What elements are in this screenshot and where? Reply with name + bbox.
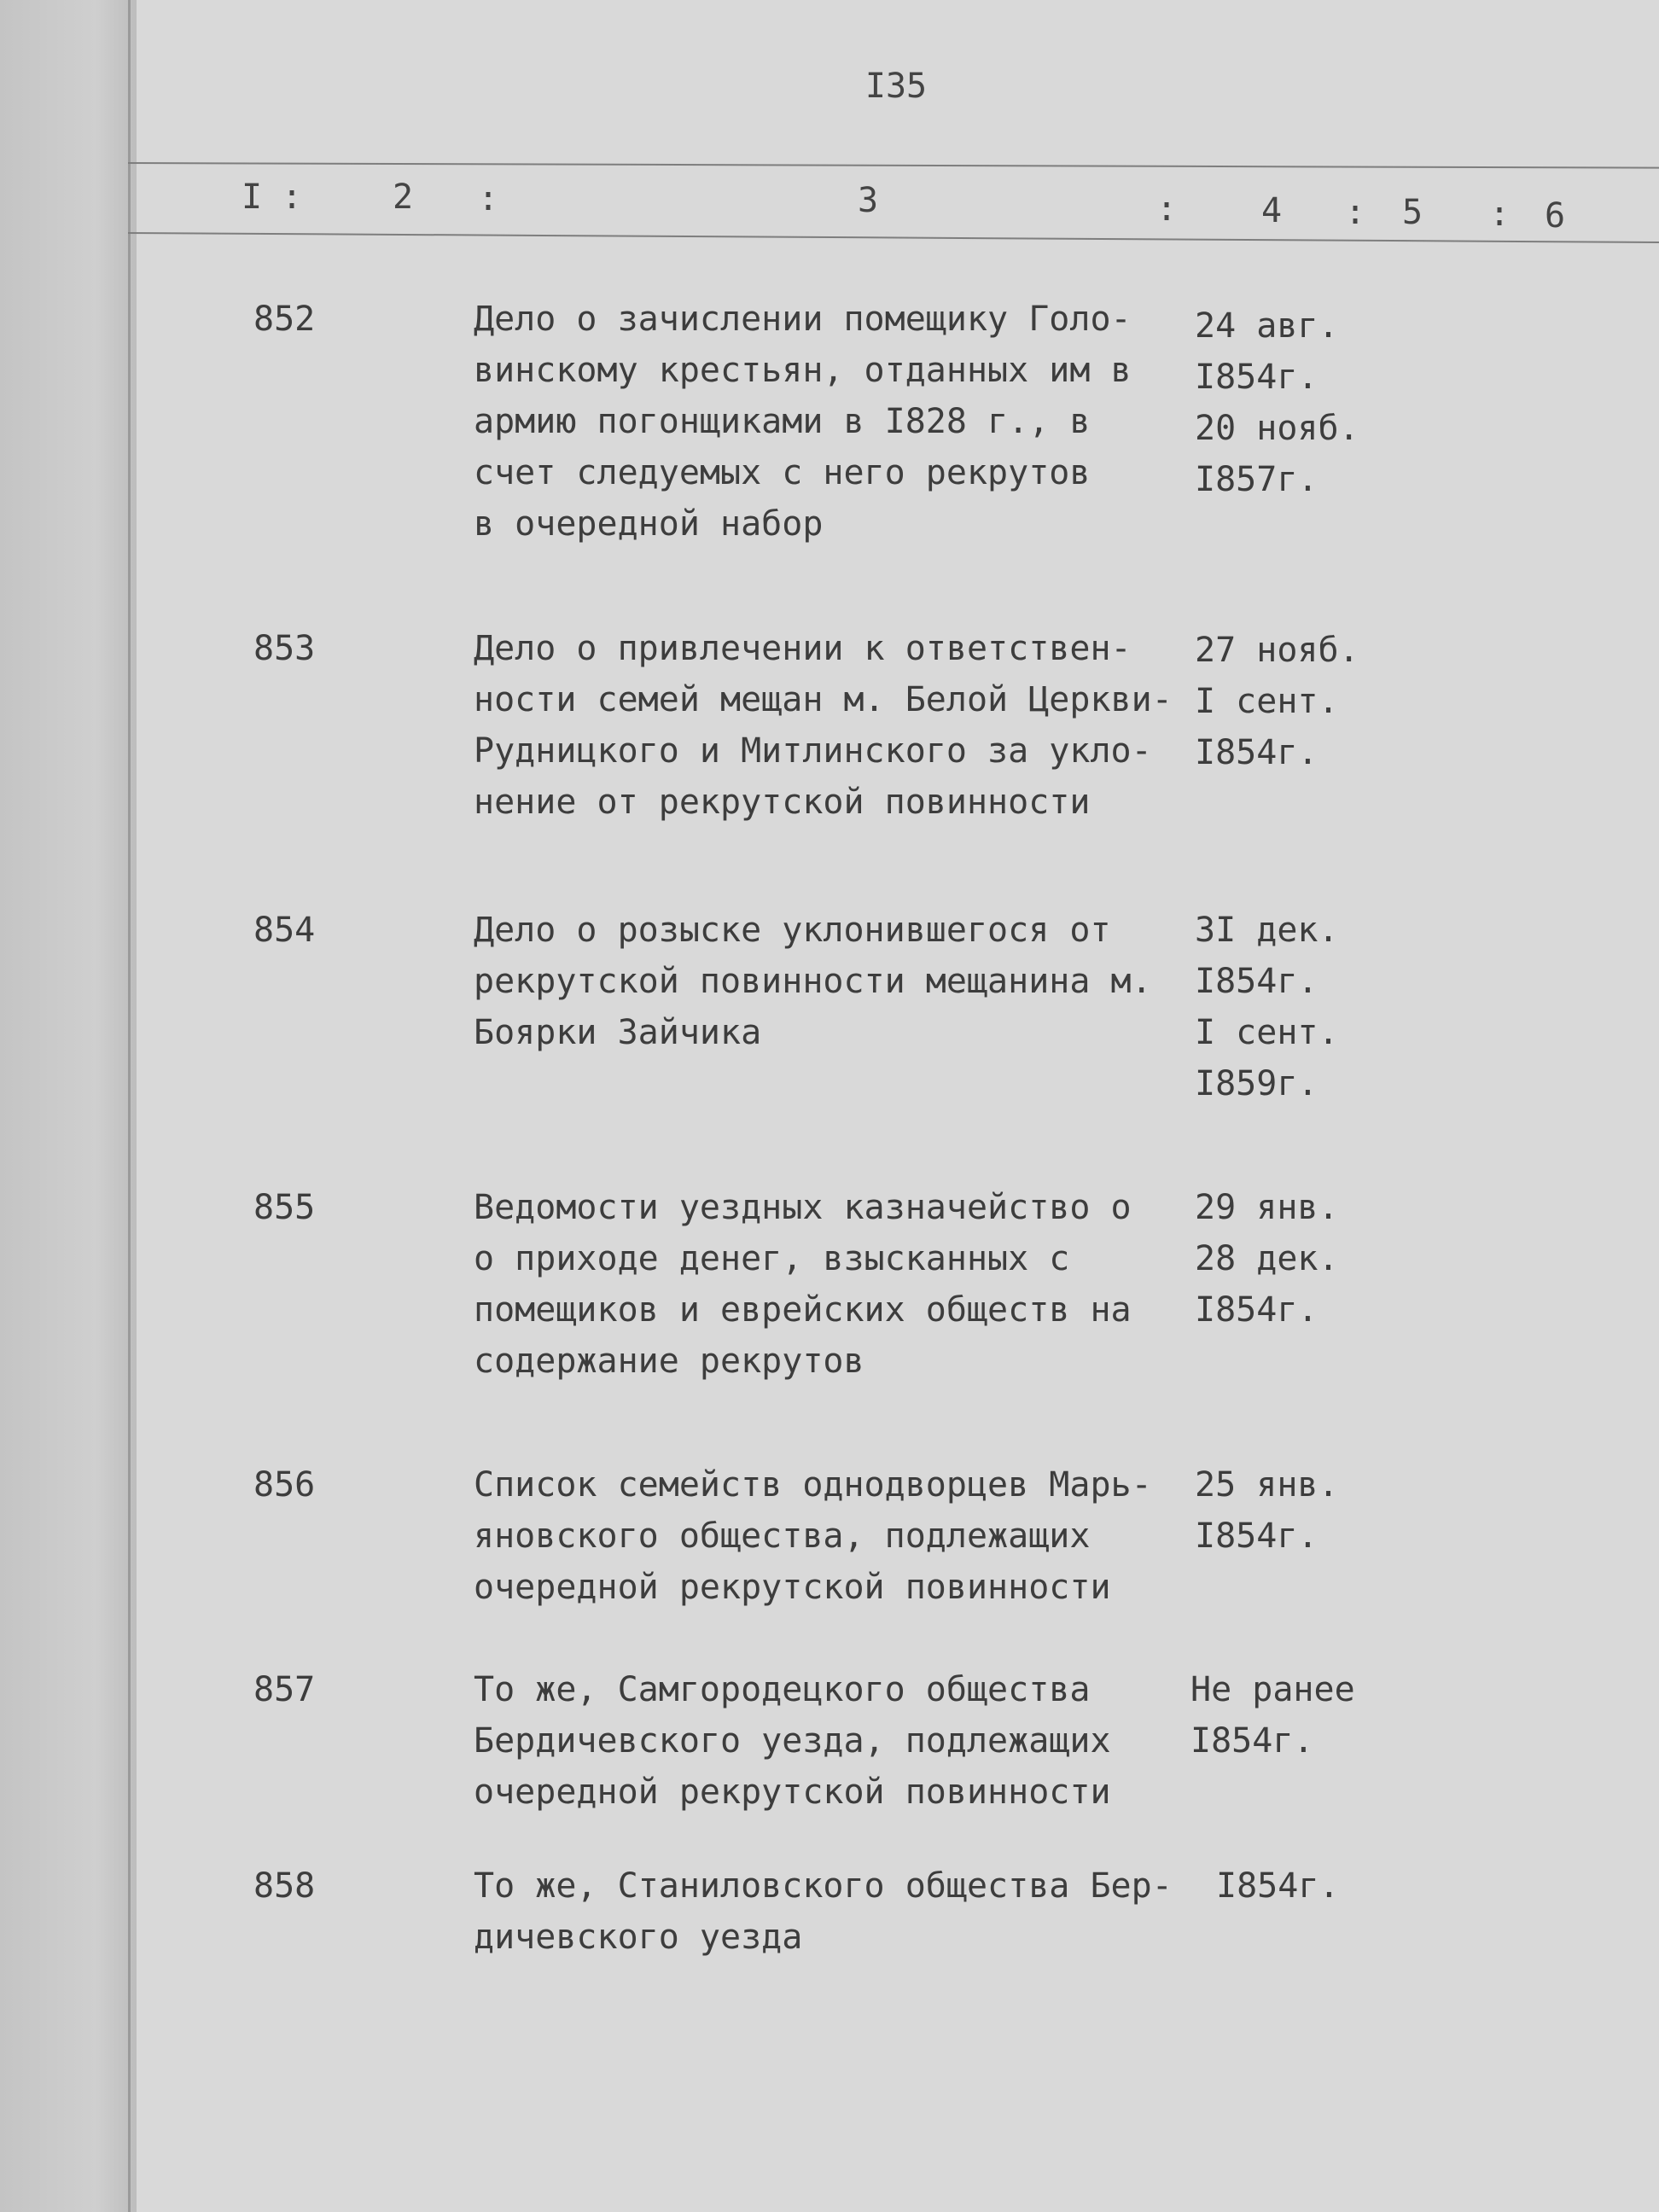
- entry-description: Дело о розыске уклонившегося от рекрутской повинности мещанина м. Боярки Зайчика: [474, 911, 1152, 1052]
- page-number: I35: [864, 67, 928, 106]
- entry-number: 855: [253, 1188, 316, 1227]
- column-separator: :: [478, 179, 499, 218]
- column-header-1: I: [242, 178, 263, 217]
- entry-number: 853: [253, 629, 316, 668]
- entry-dates: Не ранее I854г.: [1190, 1670, 1355, 1761]
- entry-description: Список семейств однодворцев Марь- яновского общества, подлежащих очередной рекрутской повинности: [474, 1465, 1152, 1607]
- entry-dates: 3I дек. I854г. I сент. I859г.: [1195, 911, 1339, 1103]
- entry-dates: 24 авг. I854г. 20 нояб. I857г.: [1195, 306, 1359, 499]
- column-separator: :: [1156, 189, 1178, 229]
- column-header-3: 3: [858, 181, 879, 220]
- entry-description: То же, Самгородецкого общества Бердичевского уезда, подлежащих очередной рекрутской повинности: [474, 1670, 1111, 1812]
- entry-number: 854: [253, 911, 316, 950]
- column-header-4: 4: [1261, 191, 1283, 230]
- entry-dates: I854г.: [1216, 1866, 1340, 1906]
- column-separator: :: [1345, 193, 1366, 232]
- binding-margin: [0, 0, 137, 2212]
- entry-dates: 29 янв. 28 дек. I854г.: [1195, 1188, 1339, 1330]
- column-separator: :: [282, 178, 303, 217]
- entry-description: Ведомости уездных казначейство о о приходе денег, взысканных с помещиков и еврейских обществ на содержание рекрутов: [474, 1188, 1132, 1381]
- entry-number: 852: [253, 300, 316, 339]
- column-header-2: 2: [393, 178, 414, 217]
- column-header-5: 5: [1402, 193, 1423, 232]
- entry-dates: 27 нояб. I сент. I854г.: [1195, 631, 1359, 772]
- entry-number: 856: [253, 1465, 316, 1505]
- entry-description: То же, Станиловского общества Бер- дичевского уезда: [474, 1866, 1173, 1957]
- column-separator: :: [1489, 195, 1511, 234]
- header-top-rule: [128, 162, 1659, 169]
- entry-description: Дело о привлечении к ответствен- ности семей мещан м. Белой Церкви- Рудницкого и Митлинского за укло- нение от рекрутской повинности: [474, 629, 1173, 822]
- header-bottom-rule: [128, 232, 1659, 243]
- entry-dates: 25 янв. I854г.: [1195, 1465, 1339, 1556]
- column-header-6: 6: [1545, 196, 1566, 236]
- page-edge: [128, 0, 131, 2212]
- entry-number: 857: [253, 1670, 316, 1709]
- entry-description: Дело о зачислении помещику Голо- винскому крестьян, отданных им в армию погонщиками в I828 г., в счет следуемых с него рекрутов в очередной набор: [474, 300, 1132, 544]
- entry-number: 858: [253, 1866, 316, 1906]
